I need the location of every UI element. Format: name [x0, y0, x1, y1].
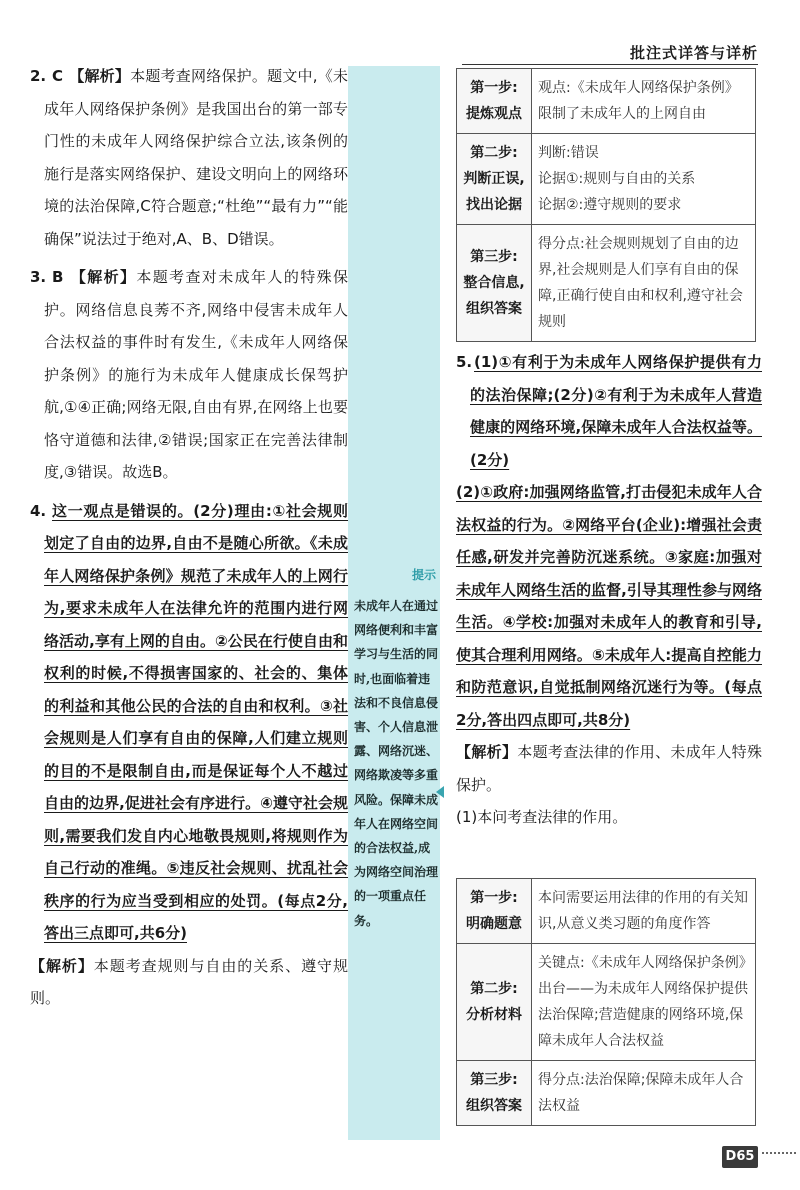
question-5-analysis — [456, 736, 762, 801]
table-row — [457, 944, 756, 1061]
question-5 — [456, 346, 762, 834]
question-3-analysis: 本题考查对未成年人的特殊保护。网络信息良莠不齐,网络中侵害未成年人合法权益的事件时有发生,《未成年人网络保护条例》的施行为未成年人健康成长保驾护航,①④正确;网络无限,自由有界,在网络上也要恪守道德和法律,②错误;国家正在完善法律制度,③错误。故选B。 — [44, 268, 348, 481]
page-number: D65 — [722, 1146, 758, 1168]
step-line: 论据②:遵守规则的要求 — [538, 197, 682, 213]
step-label: 第三步: 整合信息, 组织答案 — [457, 225, 532, 342]
question-2-analysis-label: 【解析】 — [69, 67, 131, 85]
table-row — [457, 69, 756, 134]
step-label: 第二步: 判断正误, 找出论据 — [457, 134, 532, 225]
steps-table-1 — [456, 68, 756, 342]
question-4-number: 4. — [30, 501, 47, 520]
step-label: 第一步: 明确题意 — [457, 879, 532, 944]
question-2-answer: C — [52, 67, 64, 85]
table-row — [457, 1061, 756, 1126]
hint-title: 提示 — [412, 568, 437, 582]
step-label: 第二步: 分析材料 — [457, 944, 532, 1061]
question-2 — [30, 60, 348, 255]
question-5-part-1-text: (1)①有利于为未成年人网络保护提供有力的法治保障;(2分)②有利于为未成年人营造健康的网络环境,保障未成年人合法权益等。(2分) — [470, 353, 762, 469]
step-text: 本问需要运用法律的作用的有关知识,从意义类习题的角度作答 — [532, 879, 756, 944]
question-5-part-1 — [456, 346, 762, 476]
question-4-answer: 这一观点是错误的。(2分)理由:①社会规则划定了自由的边界,自由不是随心所欲。《未成年人网络保护条例》规范了未成年人的上网行为,要求未成年人在法律允许的范围内进行网络活动,享有上网的自由。②公民在行使自由和权利的时候,不得损害国家的、社会的、集体的利益和其他公民的合法的自由和权利。③社会规则是人们享有自由的保障,人们建立规则的目的不是限制自由,而是保证每个人不越过自由的边界,促进社会有序进行。④遵守社会规则,需要我们发自内心地敬畏规则,将规则作为自己行动的准绳。⑤违反社会规则、扰乱社会秩序的行为应当受到相应的处罚。(每点2分,答出三点即可,共6分) — [44, 501, 348, 942]
question-4-analysis — [30, 950, 348, 1015]
question-5-sub-1: (1)本问考查法律的作用。 — [456, 808, 628, 826]
question-3-number: 3. — [30, 268, 47, 286]
step-line: 论据①:规则与自由的关系 — [538, 171, 696, 187]
question-5-part-2-text: (2)①政府:加强网络监管,打击侵犯未成年人合法权益的行为。②网络平台(企业):增强社会责任感,研发并完善防沉迷系统。③家庭:加强对未成年人网络生活的监督,引导其理性参与网络生活。④学校:加强对未成年人的教育和引导,使其合理利用网络。⑤未成年人:提高自控能力和防范意识,自觉抵制网络沉迷行为等。(每点2分,答出四点即可,共8分) — [456, 483, 762, 729]
step-label: 第三步: 组织答案 — [457, 1061, 532, 1126]
left-column — [30, 60, 348, 1015]
header-title: 批注式详答与详析 — [629, 44, 758, 62]
question-3-answer: B — [52, 268, 64, 286]
question-5-analysis-text: 本题考查法律的作用、未成年人特殊保护。 — [456, 743, 762, 794]
hint-text: 未成年人在通过网络便利和丰富学习与生活的同时,也面临着违法和不良信息侵害、个人信息泄露、网络沉迷、网络欺凌等多重风险。保障未成年人在网络空间的合法权益,成为网络空间治理的一项重点任务。 — [354, 599, 439, 928]
step-text: 得分点:社会规则规划了自由的边界,社会规则是人们享有自由的保障,正确行使自由和权利,遵守社会规则 — [532, 225, 756, 342]
table-row — [457, 225, 756, 342]
question-4 — [30, 495, 348, 950]
question-5-analysis-label: 【解析】 — [456, 743, 518, 761]
step-text: 观点:《未成年人网络保护条例》限制了未成年人的上网自由 — [532, 69, 756, 134]
question-5-number: 5. — [456, 353, 473, 371]
step-text — [532, 134, 756, 225]
step-text: 关键点:《未成年人网络保护条例》出台——为未成年人网络保护提供法治保障;营造健康的网络环境,保障未成年人合法权益 — [532, 944, 756, 1061]
table-row — [457, 879, 756, 944]
question-2-number: 2. — [30, 67, 47, 85]
step-text: 得分点:法治保障;保障未成年人合法权益 — [532, 1061, 756, 1126]
step-line: 判断:错误 — [538, 145, 599, 161]
page-corner-dots — [762, 1152, 796, 1170]
hint-pointer-icon — [436, 786, 444, 798]
question-4-analysis-label: 【解析】 — [30, 956, 94, 975]
question-3 — [30, 261, 348, 489]
question-4-analysis-text: 本题考查规则与自由的关系、遵守规则。 — [30, 956, 348, 1007]
steps-table-2 — [456, 878, 756, 1126]
header-rule — [462, 64, 758, 65]
question-2-analysis: 本题考查网络保护。题文中,《未成年人网络保护条例》是我国出台的第一部专门性的未成年人网络保护综合立法,该条例的施行是落实网络保护、建设文明向上的网络环境的法治保障,C符合题意;“杜绝”“最有力”“能确保”说法过于绝对,A、B、D错误。 — [44, 67, 348, 248]
table-row — [457, 134, 756, 225]
question-3-analysis-label: 【解析】 — [69, 268, 137, 286]
step-label: 第一步: 提炼观点 — [457, 69, 532, 134]
